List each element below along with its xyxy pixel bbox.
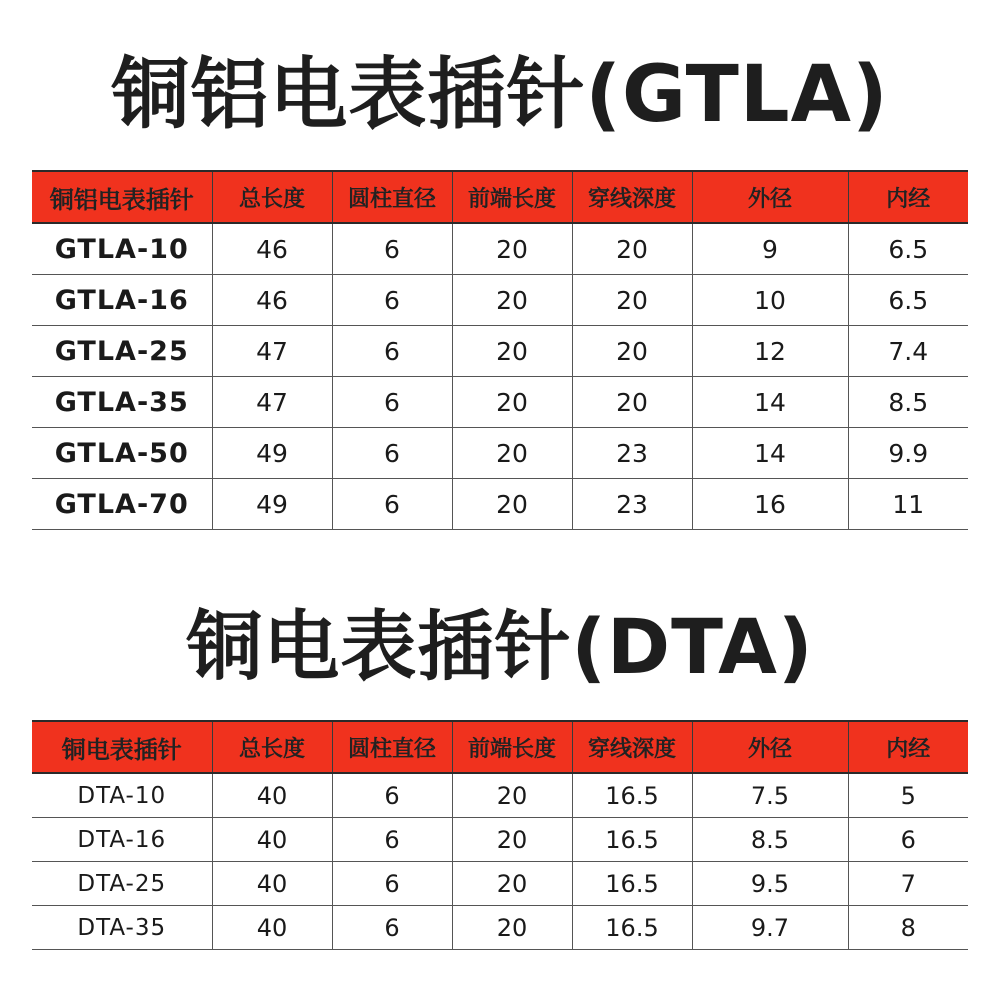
table-cell: 6.5: [848, 275, 968, 326]
table-cell: 6: [848, 818, 968, 862]
column-header: 圆柱直径: [332, 721, 452, 773]
model-cell: GTLA-25: [32, 326, 212, 377]
model-cell: GTLA-50: [32, 428, 212, 479]
table-header-row: [32, 171, 968, 223]
table-cell: 20: [572, 326, 692, 377]
table-cell: 16.5: [572, 862, 692, 906]
model-cell: DTA-35: [32, 906, 212, 950]
table-cell: 20: [452, 428, 572, 479]
table-cell: 20: [452, 377, 572, 428]
column-header: 穿线深度: [572, 721, 692, 773]
model-cell: DTA-16: [32, 818, 212, 862]
column-header: 铜铝电表插针: [32, 171, 212, 223]
table-cell: 8.5: [692, 818, 848, 862]
table-row: [32, 818, 968, 862]
table-cell: 7.4: [848, 326, 968, 377]
table-row: [32, 479, 968, 530]
table-cell: 6: [332, 479, 452, 530]
table-cell: 20: [572, 377, 692, 428]
table-cell: 16: [692, 479, 848, 530]
table-cell: 8.5: [848, 377, 968, 428]
column-header: 外径: [692, 171, 848, 223]
table-cell: 6: [332, 773, 452, 818]
table-cell: 47: [212, 326, 332, 377]
table-cell: 6: [332, 275, 452, 326]
table-cell: 6: [332, 818, 452, 862]
table-cell: 23: [572, 479, 692, 530]
column-header: 内经: [848, 171, 968, 223]
table-cell: 6: [332, 223, 452, 275]
table-cell: 20: [452, 773, 572, 818]
table-cell: 16.5: [572, 906, 692, 950]
column-header: 内经: [848, 721, 968, 773]
table-cell: 20: [452, 275, 572, 326]
table-row: [32, 275, 968, 326]
table-cell: 14: [692, 377, 848, 428]
dta-spec-table: [32, 720, 968, 950]
table-row: [32, 906, 968, 950]
table-row: [32, 223, 968, 275]
model-cell: DTA-10: [32, 773, 212, 818]
dta-section-title: 铜电表插针(DTA): [186, 602, 814, 691]
table-row: [32, 428, 968, 479]
table-cell: 14: [692, 428, 848, 479]
table-cell: 47: [212, 377, 332, 428]
table-cell: 23: [572, 428, 692, 479]
table-row: [32, 862, 968, 906]
table-cell: 49: [212, 428, 332, 479]
table-cell: 20: [452, 818, 572, 862]
table-cell: 6: [332, 862, 452, 906]
table-cell: 6: [332, 906, 452, 950]
table-cell: 7: [848, 862, 968, 906]
table-row: [32, 326, 968, 377]
gtla-spec-table: [32, 170, 968, 530]
table-cell: 40: [212, 818, 332, 862]
table-cell: 46: [212, 223, 332, 275]
table-cell: 12: [692, 326, 848, 377]
table-cell: 6.5: [848, 223, 968, 275]
model-cell: GTLA-35: [32, 377, 212, 428]
table-cell: 9.7: [692, 906, 848, 950]
column-header: 总长度: [212, 171, 332, 223]
table-cell: 20: [452, 326, 572, 377]
table-cell: 16.5: [572, 773, 692, 818]
table-cell: 10: [692, 275, 848, 326]
model-cell: DTA-25: [32, 862, 212, 906]
table-cell: 6: [332, 326, 452, 377]
table-cell: 40: [212, 773, 332, 818]
table-cell: 9.5: [692, 862, 848, 906]
table-header-row: [32, 721, 968, 773]
table-cell: 16.5: [572, 818, 692, 862]
table-cell: 40: [212, 862, 332, 906]
model-cell: GTLA-10: [32, 223, 212, 275]
column-header: 前端长度: [452, 171, 572, 223]
column-header: 铜电表插针: [32, 721, 212, 773]
table-cell: 5: [848, 773, 968, 818]
model-cell: GTLA-16: [32, 275, 212, 326]
table-cell: 20: [572, 275, 692, 326]
table-cell: 46: [212, 275, 332, 326]
table-cell: 6: [332, 377, 452, 428]
table-cell: 49: [212, 479, 332, 530]
table-cell: 20: [452, 862, 572, 906]
column-header: 外径: [692, 721, 848, 773]
table-cell: 8: [848, 906, 968, 950]
table-cell: 9: [692, 223, 848, 275]
column-header: 前端长度: [452, 721, 572, 773]
table-cell: 7.5: [692, 773, 848, 818]
table-row: [32, 773, 968, 818]
table-cell: 20: [452, 906, 572, 950]
gtla-section-title: 铜铝电表插针(GTLA): [111, 50, 889, 140]
model-cell: GTLA-70: [32, 479, 212, 530]
column-header: 穿线深度: [572, 171, 692, 223]
column-header: 圆柱直径: [332, 171, 452, 223]
table-cell: 20: [452, 479, 572, 530]
table-cell: 11: [848, 479, 968, 530]
table-cell: 40: [212, 906, 332, 950]
table-cell: 6: [332, 428, 452, 479]
column-header: 总长度: [212, 721, 332, 773]
table-cell: 9.9: [848, 428, 968, 479]
table-cell: 20: [452, 223, 572, 275]
table-cell: 20: [572, 223, 692, 275]
table-row: [32, 377, 968, 428]
